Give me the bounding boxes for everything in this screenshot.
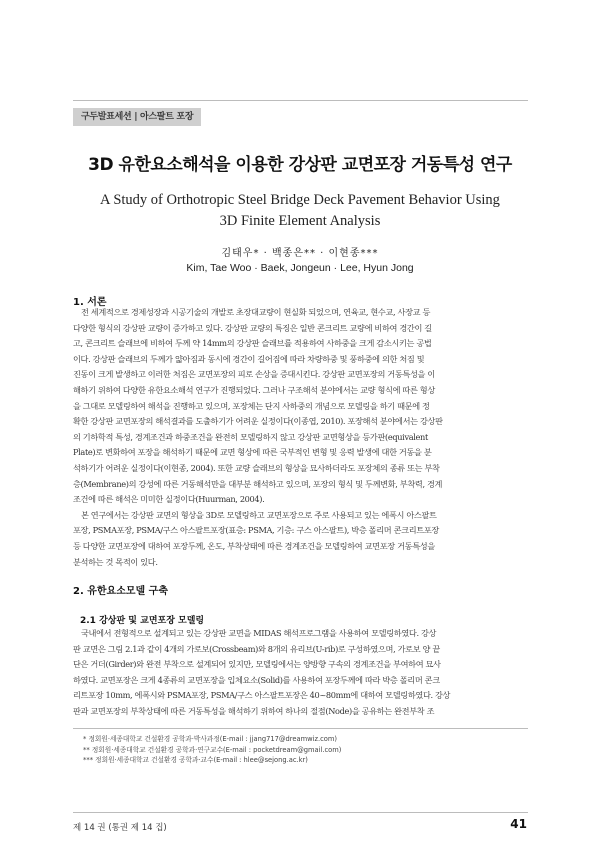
section1-heading: 1. 서론 — [73, 297, 107, 308]
authors-korean: 김태우* · 백종은** · 이현종*** — [221, 248, 379, 259]
footnote-line: ** 정회원·세종대학교 건설환경 공학과·연구교수(E-mail : pocketdream@gmail.com) — [83, 745, 342, 754]
body-line: Plate)로 변화하여 포장을 해석하기 때문에 교면 형상에 따른 국부적인 변형 및 응력 발생에 대한 거동을 분 — [73, 447, 432, 458]
body-line: 판 교면은 그림 2.1과 같이 4개의 가로보(Crossbeam)와 8개의 유리브(U-rib)로 구성하였으며, 가로보 양 끝 — [73, 643, 440, 654]
body-line: 해하기 위하여 다양한 유한요소해석 연구가 진행되었다. 그러나 구조해석 분야에서는 교량 형식에 따른 형상 — [73, 384, 435, 395]
header-rule — [73, 100, 528, 101]
footnote-line: *** 정회원·세종대학교 건설환경 공학과·교수(E-mail : hlee@sejong.ac.kr) — [83, 756, 308, 764]
body-line: 포장, PSMA포장, PSMA/구스 아스팔트포장(표층: PSMA, 기층: 구스 아스팔트), 박층 폴리머 콘크리트포장 — [73, 525, 439, 536]
section2-1-heading: 2.1 강상판 및 교면포장 모델링 — [80, 616, 205, 626]
body-line: 등 다양한 교면포장에 대하여 포장두께, 온도, 부착상태에 따른 경계조건을 모델링하여 교면포장 거동특성을 — [73, 540, 435, 551]
issue-label: 제 14 권 (통권 제 14 집) — [73, 823, 167, 833]
paper-title-korean: 3D 유한요소해석을 이용한 강상판 교면포장 거동특성 연구 — [88, 155, 512, 175]
body-line: 판과 교면포장의 부착상태에 따른 거동특성을 해석하기 위하여 하나의 절점(Node)을 공유하는 완전부착 조 — [73, 705, 435, 716]
session-tag: 구두발표세션 | 아스팔트 포장 — [73, 108, 201, 126]
footer-rule — [73, 812, 528, 813]
authors-english: Kim, Tae Woo · Baek, Jongeun · Lee, Hyun Jong — [186, 262, 414, 274]
body-line: 다양한 형식의 강상판 교량이 증가하고 있다. 강상판 교량의 특징은 일반 콘크리트 교량에 비하여 경간이 길 — [73, 322, 432, 333]
body-line: 단은 거더(Girder)와 완전 부착으로 설계되어 있지만, 모델링에서는 양방향 구속의 경계조건을 부여하여 묘사 — [73, 659, 441, 670]
body-line: 국내에서 전형적으로 설계되고 있는 강상판 교면을 MIDAS 해석프로그램을 사용하여 모델링하였다. 강상 — [81, 628, 437, 638]
body-line: 의 기하학적 특성, 경계조건과 하중조건을 완전히 모델링하지 않고 강상판 교면형상을 등가판(equivalent — [73, 431, 428, 442]
body-line: 하였다. 교면포장은 크게 4종류의 교면포장을 입체요소(Solid)를 사용하여 포장두께에 따라 박층 폴리머 콘크 — [73, 674, 440, 685]
body-line: 본 연구에서는 강상판 교면의 형상을 3D로 모델링하고 교면포장으로 주로 사용되고 있는 에폭시 아스팔트 — [81, 509, 437, 520]
section1-body — [73, 305, 528, 570]
section2-body — [73, 626, 528, 720]
body-line: 석하기가 어려운 실정이다(이현종, 2004). 또한 교량 슬래브의 형상을 묘사하더라도 포장체의 종류 또는 부착 — [73, 462, 440, 473]
page-number: 41 — [510, 817, 527, 831]
body-line: 확한 강상판 교면포장의 해석결과를 도출하기가 어려운 실정이다(이종엽, 2010). 포장해석 분야에서는 강상판 — [73, 416, 443, 427]
paper-title-english-line2: 3D Finite Element Analysis — [219, 213, 381, 229]
body-line: 전 세계적으로 경제성장과 시공기술의 개발로 초장대교량이 현실화 되었으며, 연육교, 현수교, 사장교 등 — [81, 307, 431, 317]
body-line: 고, 콘크리트 슬래브에 비하여 두께 약 14mm의 강상판 슬래브를 적용하여 사하중을 크게 감소시키는 공법 — [73, 338, 432, 349]
footnote-line: * 정회원·세종대학교 건설환경 공학과·박사과정(E-mail : jjang717@dreamwiz.com) — [83, 735, 337, 743]
body-line: 분석하는 것 목적이 있다. — [73, 556, 158, 567]
footnote-rule — [73, 728, 528, 729]
body-line: 진동이 크게 발생하고 이러한 처짐은 교면포장의 피로 손상을 증대시킨다. 강상판 교면포장의 거동특성을 이 — [73, 369, 435, 380]
paper-title-english-line1: A Study of Orthotropic Steel Bridge Deck Pavement Behavior Using — [100, 192, 500, 208]
section2-heading: 2. 유한요소모델 구축 — [73, 586, 168, 597]
body-line: 이다. 강상판 슬래브의 두께가 얇아짐과 동시에 경간이 길어짐에 따라 차량하중 및 풍하중에 의한 처짐 및 — [73, 353, 425, 364]
body-line: 조건에 따른 해석은 미미한 실정이다(Huurman, 2004). — [73, 494, 265, 505]
body-line: 리트포장 10mm, 에폭시와 PSMA포장, PSMA/구스 아스팔트포장은 40~80mm에 대하여 모델링하였다. 강상 — [73, 690, 451, 701]
footnotes — [83, 734, 523, 766]
body-line: 층(Membrane)의 강성에 따른 거동해석만을 대부분 해석하고 있으며, 포장의 형식 및 두께변화, 부착력, 경계 — [73, 478, 443, 489]
body-line: 을 그대로 모델링하여 해석을 진행하고 있으며, 포장체는 단지 사하중의 개념으로 모델링을 하기 때문에 정 — [73, 400, 430, 411]
